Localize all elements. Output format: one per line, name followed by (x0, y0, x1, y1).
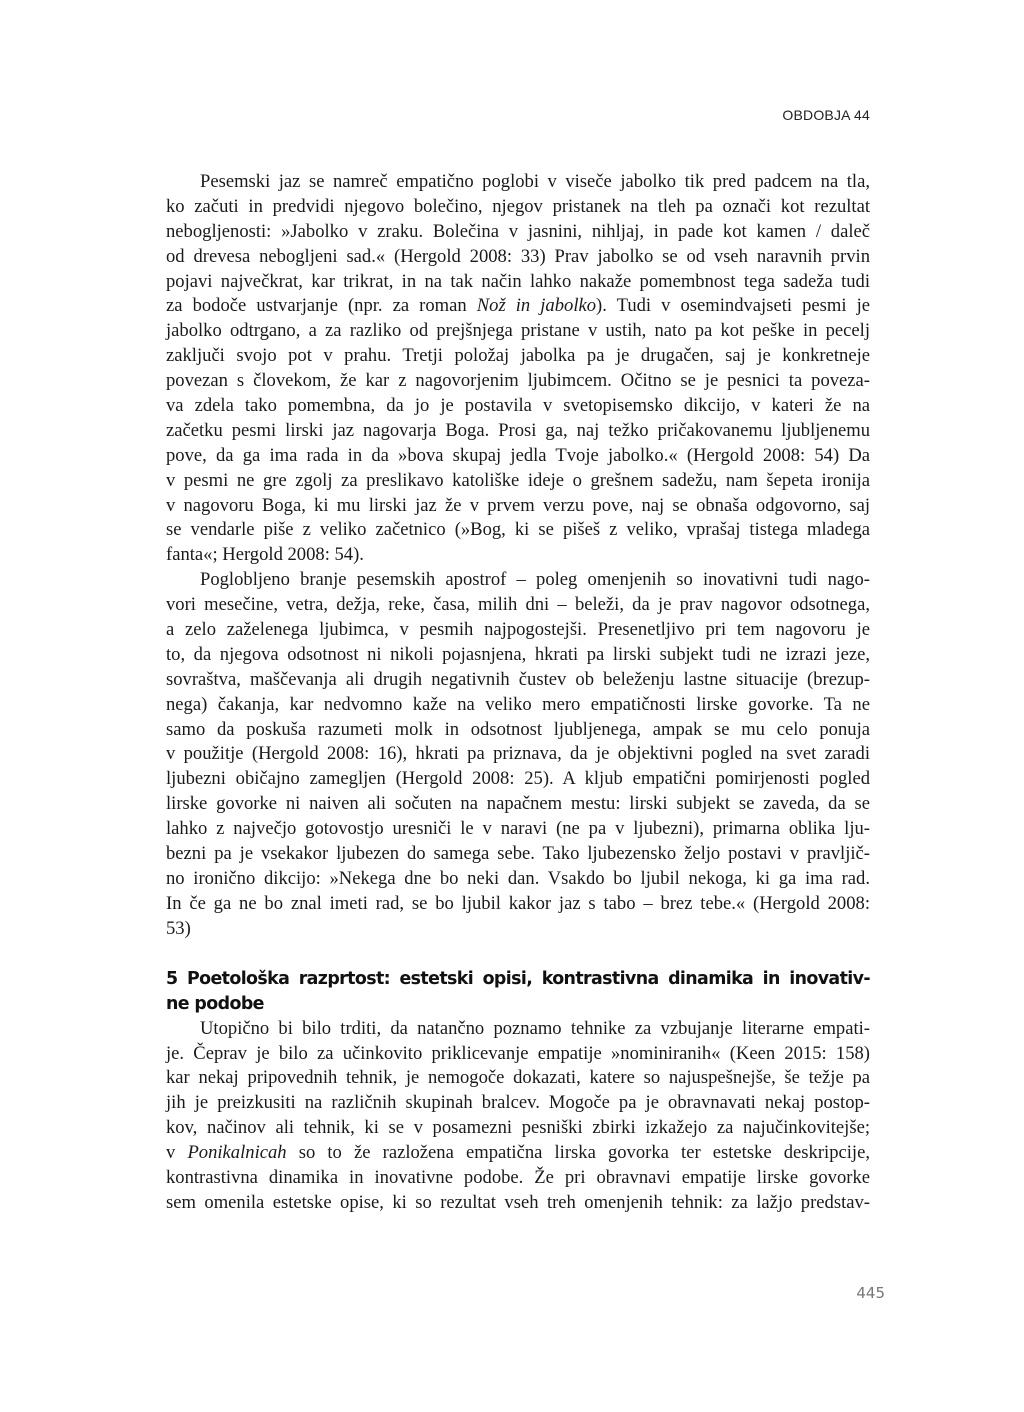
page-number: 445 (856, 1284, 885, 1302)
section-heading (166, 967, 870, 1017)
text-line: v nagovoru Boga, ki mu lirski jaz že v prvem verzu pove, naj se obnaša odgovorno, saj (166, 494, 870, 516)
text-line: povezan s človekom, že kar z nagovorjenim ljubimcem. Očitno se je pesnici ta poveza- (166, 370, 870, 392)
text-line: kov, načinov ali tehnik, ki se v posamezni pesniški zbirki izkažejo za najučinkovitejše; (166, 1117, 870, 1139)
text-line: 53) (166, 917, 191, 939)
text-line: jabolko odtrgano, a za razliko od prejšnjega pristane v ustih, nato pa kot peške in pecelj (166, 320, 870, 342)
text-line: kontrastivna dinamika in inovativne podobe. Že pri obravnavi empatije lirske govorke (166, 1166, 870, 1188)
text-line: Pesemski jaz se namreč empatično poglobi v viseče jabolko tik pred padcem na tla, (200, 171, 870, 192)
text-line: ljubezni običajno zamegljen (Hergold 2008: 25). A kljub empatični pomirjenosti pogled (166, 768, 870, 790)
text-line: nega) čakanja, kar nedvomno kaže na veliko mero empatičnosti lirske govorke. Ta ne (166, 693, 870, 715)
section-heading-line: 5 Poetološka razprtost: estetski opisi, kontrastivna dinamika in inovativ- (166, 968, 870, 989)
text-line: Poglobljeno branje pesemskih apostrof – poleg omenjenih so inovativni tudi nago- (200, 569, 870, 591)
text-line: v pesmi ne gre zgolj za preslikavo katoliške ideje o grešnem sadežu, nam šepeta ironija (166, 469, 870, 491)
text-line: v použitje (Hergold 2008: 16), hkrati pa priznava, da je objektivni pogled na svet zaradi (166, 743, 870, 765)
section-5 (166, 967, 870, 1216)
text-line: ko začuti in predvidi njegovo bolečino, njegov pristanek na tleh pa označi kot rezultat (166, 195, 870, 217)
text-line: bezni pa je vsekakor ljubezen do samega sebe. Tako ljubezensko željo postavi v pravljič- (166, 843, 870, 865)
text-line: je. Čeprav je bilo za učinkovito priklicevanje empatije »nominiranih« (Keen 2015: 158) (166, 1042, 870, 1064)
text-line: In če ga ne bo znal imeti rad, se bo ljubil kakor jaz s tabo – brez tebe.« (Hergold 2008: (166, 892, 870, 914)
text-line: lahko z največjo gotovostjo uresniči le v naravi (ne pa v ljubezni), primarna oblika lju- (166, 818, 870, 840)
text-line: sem omenila estetske opise, ki so rezultat vseh treh omenjenih tehnik: za lažjo predstav- (166, 1191, 870, 1213)
text-line: pove, da ga ima rada in da »bova skupaj jedla Tvoje jabolko.« (Hergold 2008: 54) Da (166, 444, 870, 466)
italic-title: Ponikalnicah (187, 1142, 287, 1164)
text-line: pojavi največkrat, kar trikrat, in na tak način lahko nakaže pomembnost tega sadeža tudi (166, 270, 870, 292)
text-line: se vendarle piše z veliko začetnico (»Bog, ki se pišeš z veliko, vprašaj tistega mladega (166, 519, 870, 541)
text-line: kar nekaj pripovednih tehnik, je nemogoče dokazati, katere so najuspešnejše, še težje pa (166, 1067, 870, 1089)
text-line: no ironično dikcijo: »Nekega dne bo neki dan. Vsakdo bo ljubil nekoga, ki ga ima rad. (166, 867, 870, 889)
text-line: a zelo zaželenega ljubimca, v pesmih najpogostejši. Presenetljivo pri tem nagovoru je (166, 619, 870, 641)
text-line: Utopično bi bilo trditi, da natančno poznamo tehnike za vzbujanje literarne empati- (200, 1017, 870, 1039)
page-body (166, 170, 870, 1216)
paragraph-poetological (166, 1017, 870, 1216)
text-line: nebogljenosti: »Jabolko v zraku. Bolečina v jasnini, nihljaj, in pade kot kamen / daleč (166, 220, 870, 242)
running-head: OBDOBJA 44 (782, 107, 870, 123)
text-line: samo da poskuša razumeti molk in odsotnost ljubljenega, ampak se mu celo ponuja (166, 718, 870, 740)
text-line: od drevesa nebogljeni sad.« (Hergold 2008: 33) Prav jabolko se od vseh naravnih prvin (166, 245, 870, 267)
italic-title: Nož in jabolko (476, 295, 597, 317)
paragraph-apostrophes (166, 568, 870, 941)
text-line: fanta«; Hergold 2008: 54). (166, 544, 364, 566)
section-heading-line: ne podobe (166, 993, 264, 1014)
text-line: jih je preizkusiti na različnih skupinah bralcev. Mogoče pa je obravnavati nekaj postop- (166, 1092, 870, 1114)
text-line: vori mesečine, vetra, dežja, reke, časa, milih dni – beleži, da je prav nagovor odsotnega, (166, 594, 870, 616)
text-line: zaključi svojo pot v prahu. Tretji položaj jabolka pa je drugačen, saj je konkretneje (166, 345, 870, 367)
text-line: va zdela tako pomembna, da jo je postavila v svetopisemsko dikcijo, v kateri že na (166, 395, 870, 417)
text-line: začetku pesmi lirski jaz nagovarja Boga. Prosi ga, naj težko pričakovanemu ljubljenemu (166, 419, 870, 441)
text-line: sovraštva, maščevanja ali drugih negativnih čustev ob beleženju lastne situacije (brezup- (166, 668, 870, 690)
text-line: to, da njegova odsotnost ni nikoli pojasnjena, hkrati pa lirski subjekt tudi ne izrazi jeze, (166, 643, 870, 665)
text-line-with-italic-title: v Ponikalnicah so to že razložena empatična lirska govorka ter estetske deskripcije, (166, 1142, 870, 1164)
text-line: lirske govorke ni naiven ali sočuten na napačnem mestu: lirski subjekt se zaveda, da se (166, 793, 870, 815)
text-line-with-italic-title: za bodoče ustvarjanje (npr. za roman Nož in jabolko). Tudi v osemindvajseti pesmi je (166, 295, 870, 317)
paragraph-apple-imagery (166, 170, 870, 568)
